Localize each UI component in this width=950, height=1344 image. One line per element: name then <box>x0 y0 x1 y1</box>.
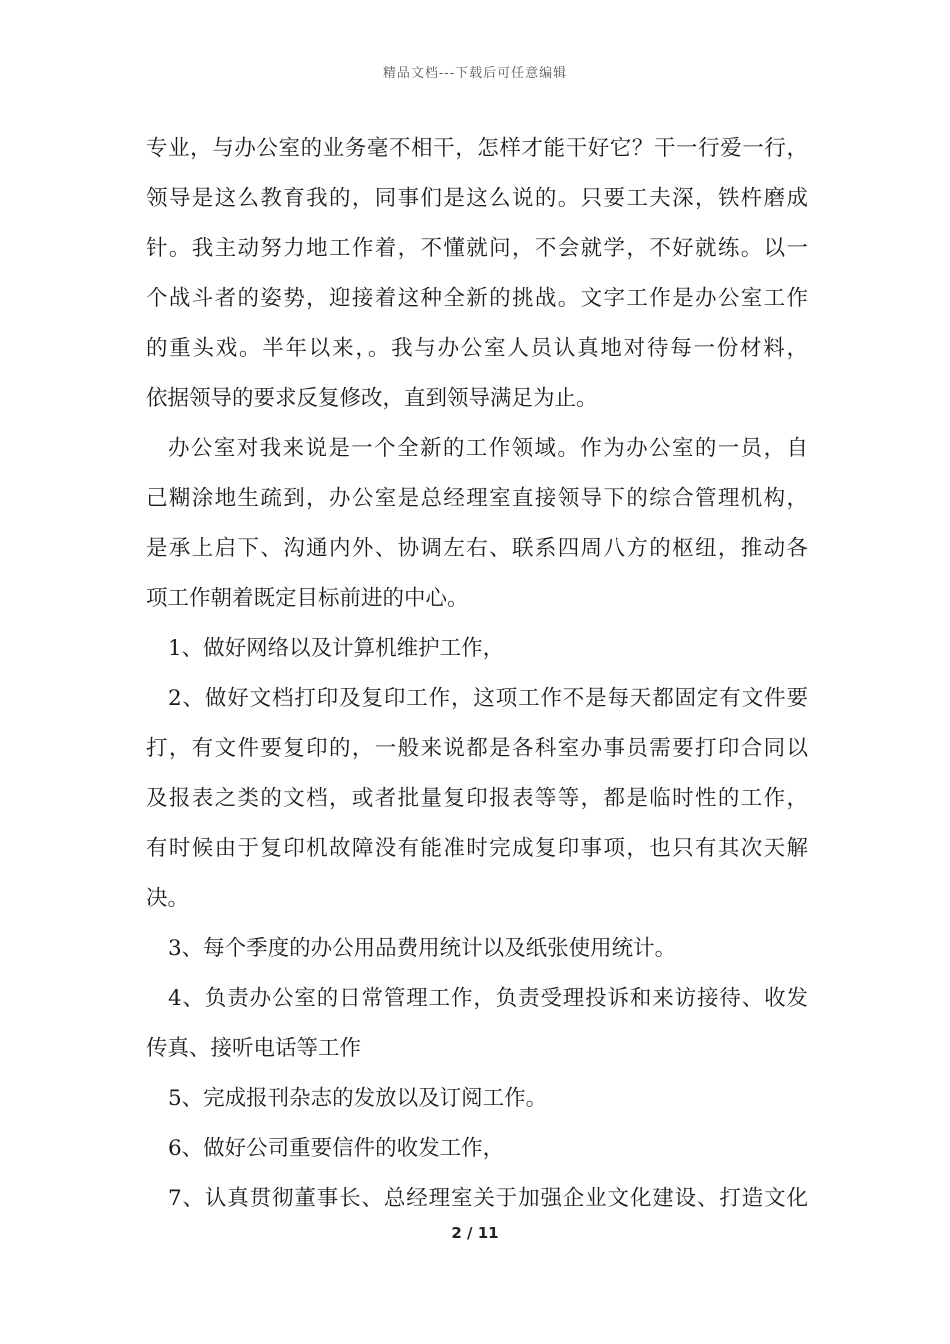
text-line: 项工作朝着既定目标前进的中心。 <box>146 586 469 611</box>
text-line: 决。 <box>146 886 190 911</box>
text-line: 及报表之类的文档，或者批量复印报表等等，都是临时性的工作， <box>146 786 808 811</box>
document-body <box>146 124 808 1224</box>
text-line: 依据领导的要求反复修改，直到领导满足为止。 <box>146 386 598 411</box>
page-number: 2 / 11 <box>451 1224 499 1242</box>
text-line: 6、做好公司重要信件的收发工作， <box>168 1136 505 1161</box>
text-line: 2、做好文档打印及复印工作，这项工作不是每天都固定有文件要 <box>168 686 808 711</box>
text-line: 打，有文件要复印的，一般来说都是各科室办事员需要打印合同以 <box>146 736 808 761</box>
text-line: 个战斗者的姿势，迎接着这种全新的挑战。文字工作是办公室工作 <box>146 286 808 311</box>
text-line: 领导是这么教育我的，同事们是这么说的。只要工夫深，铁杵磨成 <box>146 186 808 211</box>
text-line: 专业，与办公室的业务毫不相干，怎样才能干好它？干一行爱一行， <box>146 136 808 161</box>
text-line: 有时候由于复印机故障没有能准时完成复印事项，也只有其次天解 <box>146 836 808 861</box>
text-line: 的重头戏。半年以来，。我与办公室人员认真地对待每一份材料， <box>146 336 808 361</box>
text-line: 7、认真贯彻董事长、总经理室关于加强企业文化建设、打造文化 <box>168 1186 808 1211</box>
text-line: 5、完成报刊杂志的发放以及订阅工作。 <box>168 1086 548 1111</box>
text-line: 4、负责办公室的日常管理工作，负责受理投诉和来访接待、收发 <box>168 986 808 1011</box>
text-line: 针。我主动努力地工作着，不懂就问，不会就学，不好就练。以一 <box>146 236 808 261</box>
text-line: 1、做好网络以及计算机维护工作， <box>168 636 505 661</box>
text-line: 是承上启下、沟通内外、协调左右、联系四周八方的枢纽，推动各 <box>146 536 808 561</box>
page-header: 精品文档---下载后可任意编辑 <box>382 66 568 81</box>
text-line: 己糊涂地生疏到，办公室是总经理室直接领导下的综合管理机构， <box>146 486 808 511</box>
text-line: 传真、接听电话等工作 <box>146 1036 362 1061</box>
text-line: 3、每个季度的办公用品费用统计以及纸张使用统计。 <box>168 936 677 961</box>
text-line: 办公室对我来说是一个全新的工作领域。作为办公室的一员，自 <box>168 436 808 461</box>
